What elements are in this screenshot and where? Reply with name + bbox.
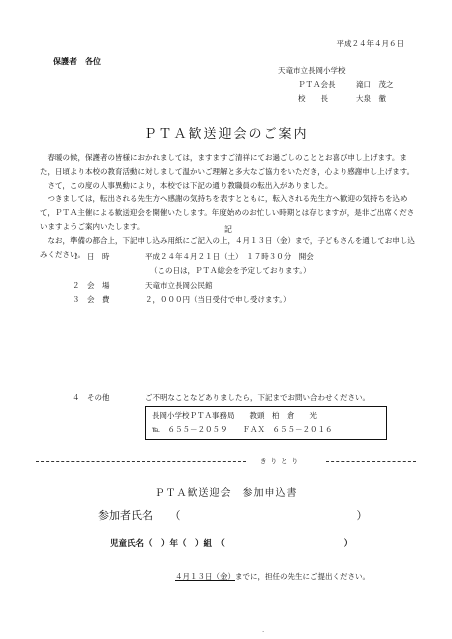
form-title: ＰＴＡ歓送迎会 参加申込書: [154, 488, 298, 499]
document-date: 平成２４年４月６日: [336, 39, 404, 48]
detail-value-fee: ２，０００円（当日受付で申し受けます。）: [145, 295, 291, 304]
deadline-date: ４月１３日（金）: [175, 572, 235, 581]
ki-heading: 記: [224, 225, 232, 234]
detail-value-venue: 天竜市立長岡公民館: [145, 281, 213, 290]
sender-principal: 校 長 大泉 徹: [298, 94, 386, 103]
detail-value-other: ご不明なことなどありましたら，下記までお問い合わせください。: [145, 393, 370, 402]
page-title: ＰＴＡ歓送迎会のご案内: [143, 127, 309, 142]
sender-pta-chair: ＰＴＡ会長 滝口 茂之: [298, 80, 394, 89]
body-paragraph: 春暖の候，保護者の皆様におかれましては，ますますご清祥にてお過ごしのこととお喜び申し上げます。また，日頃より本校の教育活動に対しまして温かいご理解と多大なご協力をいただき，心より感謝申し上げます。: [40, 153, 415, 176]
sender-block: [278, 64, 394, 106]
body-paragraph: なお，準備の都合上，下記申し込み用紙にご記入の上，４月１３日（金）まで，子どもさんを通してお申し込みください。: [40, 235, 415, 259]
sender-org: 天竜市立長岡小学校: [278, 66, 346, 75]
detail-value-datetime: 平成２４年４月２１日（土） １７時３０分 開会: [145, 252, 314, 261]
detail-label-datetime: １ 日 時: [72, 252, 110, 261]
body-paragraph: さて，この度の人事異動により，本校では下記の通り教職員の転出入がありました。: [40, 180, 333, 190]
cut-dash-right: [326, 461, 416, 462]
detail-label-venue: ２ 会 場: [72, 281, 110, 290]
contact-box: [145, 406, 387, 440]
scan-mark: .: [262, 626, 265, 634]
child-name-field[interactable]: 児童氏名（ ）年（ ）組 （ ）: [110, 539, 353, 549]
deadline-text: までに，担任の先生にご提出ください。: [235, 572, 370, 581]
cut-label: きりとり: [260, 457, 302, 465]
letter-body: [40, 151, 418, 261]
cut-dash-left: [36, 461, 246, 462]
detail-note: （この日は，ＰＴＡ総会を予定しております。）: [150, 266, 311, 275]
contact-line-office: 長岡小学校ＰＴＡ事務局 教頭 柏 倉 光: [152, 411, 317, 420]
detail-label-fee: ３ 会 費: [72, 295, 110, 304]
recipient: 保護者 各位: [53, 57, 101, 66]
detail-label-other: ４ その他: [72, 393, 110, 402]
body-paragraph: つきましては，転出される先生方へ感謝の気持ちを表すとともに，転入される先生方へ歓迎の気持ちを込めて，ＰＴＡ主催による歓送迎会を開催いたします。年度始めのお忙しい時期とは存じますが，是非ご出席くださいますようご案内いたします。: [40, 194, 415, 231]
parent-name-field[interactable]: 参加者氏名 （ ）: [98, 509, 368, 522]
submission-deadline: [175, 571, 370, 582]
cut-line: [36, 456, 416, 466]
contact-line-phone: ℡ ６５５－２０５９ ＦＡＸ ６５５－２０１６: [152, 425, 333, 434]
